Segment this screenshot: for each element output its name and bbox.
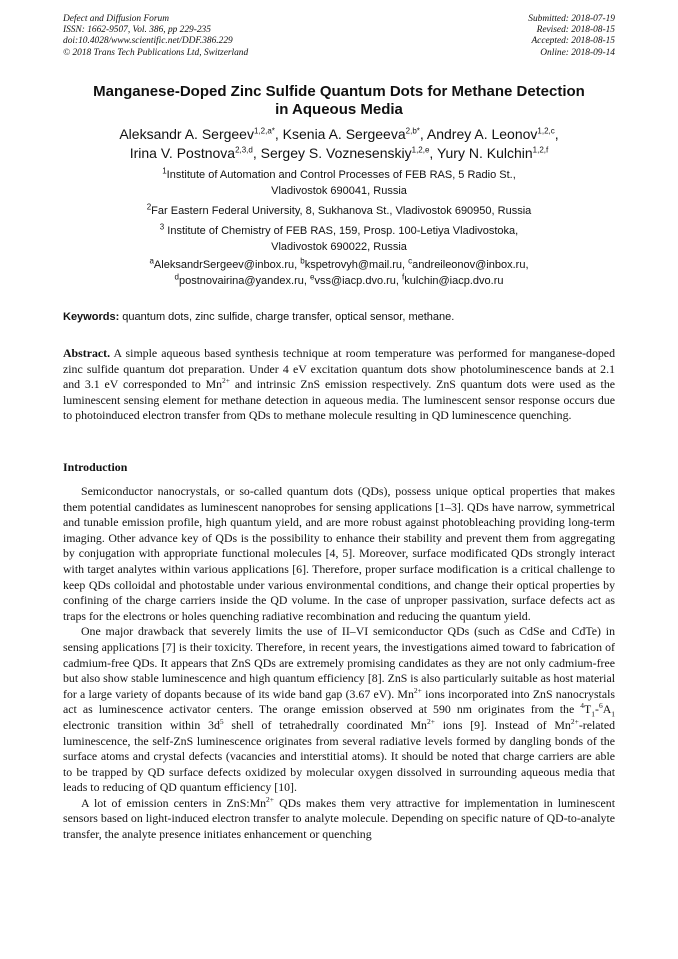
affiliation-1: $^1$Institute of Automation and Control Processes of FEB RAS, 5 Radio St., Vladivostok 690041, Russia [162,166,516,197]
author-name: Ksenia A. Sergeeva [282,126,406,142]
paragraph: One major drawback that severely limits the use of II–VI semiconductor QDs (such as CdSe and CdTe) in sensing applications [7] is their toxicity. Therefore, in recent years, the investigations aimed toward to fabrication of cadmium-free QDs. It appears that ZnS QDs are extremely promising candidates as they are not only cadmium-free but also show stable luminescence and high quantum efficiency [8]. ZnS is also particularly suitable as host material for a large variety of dopants because of its wide band gap (3.67 eV). $Mn^{2+}$ ions incorporated into ZnS nanocrystals act as luminescence activator centers. The orange emission observed at 590 nm originates from the $^4T_1-^6A_1$ electronic transition within $3d^5$ shell of tetrahedrally coordinated $Mn^{2+}$ ions [9]. Instead of $Mn^{2+}$-related luminescence, the self-ZnS luminescence originates from several radiative levels formed by dangling bonds of the surface atoms and crystal defects (vacancies and interstitial atoms). It should be noted that charge carriers are able to be trapped by QD surface defects oxidized by molecular oxygen dissolved in surrounding aqueous media that leads to reducing of QD quantum efficiency [10]. [63,624,616,795]
email-link[interactable]: kulchin@iacp.dvo.ru [404,274,504,287]
email-link[interactable]: andreileonov@inbox.ru, [412,259,529,271]
author-list: Aleksandr A. Sergeev$^{1,2,a*}$, Ksenia A. Sergeeva$^{2,b*}$, Andrey A. Leonov$^{1,2,c}$, Irina V. Postnova$^{2,3,d}$, Sergey S. Voznesenskiy$^{1,2,e}$, Yury N. Kulchin$^{1,2,f}$ [119,126,559,161]
email-link[interactable]: postnovairina@yandex.ru, [178,274,310,287]
header-right [528,14,615,59]
author-name: Andrey A. Leonov [426,126,538,142]
author-name: Yury N. Kulchin [436,145,533,161]
author-affiliation-sup: 2,b* [405,126,420,136]
email-link[interactable]: vss@iacp.dvo.ru, [314,274,403,287]
keywords-label: Keywords: [63,311,120,323]
affiliation-3: $^3$ Institute of Chemistry of FEB RAS, 159, Prosp. 100-Letiya Vladivostoka, Vladivostok 690022, Russia [159,222,519,253]
copyright: © 2018 Trans Tech Publications Ltd, Switzerland [63,47,249,58]
keywords [63,310,615,324]
author-affiliation-sup: 1,2,e [411,145,430,155]
author-affiliation-sup: 2,3,d [235,145,253,155]
author-name: Aleksandr A. Sergeev [119,126,254,142]
accepted-date: Accepted: 2018-08-15 [531,36,615,47]
revised-date: Revised: 2018-08-15 [536,25,615,36]
email-link[interactable]: kspetrovyh@mail.ru, [304,259,409,271]
online-date: Online: 2018-09-14 [540,47,615,58]
header-left [63,14,248,59]
paragraph: Semiconductor nanocrystals, or so-called quantum dots (QDs), possess unique optical properties that makes them potential candidates as luminescent nanoprobes for sensing applications [1–3]. QDs have narrow, symmetrical and tunable emission profile, high quantum yield, and are more robust against photobleaching providing long-term imaging. Other advance key of QDs is the possibility to enhance their stability and prevent them from aggregating by conjugation with appropriate functional molecules [4, 5]. Moreover, surface modificated QDs strongly interact with target analytes within various applications [6]. Therefore, proper surface modification is a critical challenge to keep QDs colloidal and photostable under various environmental conditions, and change their optical properties by confining of the charge carriers inside the QD volume. In the case of unproper passivation, surface defects act as traps for the electrons or holes quenching radiative recombination and reducing the quantum yield. [63,484,615,623]
abstract: Abstract. A simple aqueous based synthesis technique at room temperature was performed for manganese-doped zinc sulfide quantum dot preparation. Under 4 eV excitation quantum dots show photoluminescence bands at 2.1 and 3.1 eV corresponded to $Mn^{2+}$ and intrinsic ZnS emission respectively. ZnS quantum dots were used as the luminescent sensing element for methane detection in aqueous media. The luminescent sensor response occurs due to photoinduced electron transfer from QDs to methane molecule resulting in QD luminescence quenching. [63,346,615,423]
author-affiliation-sup: 1,2,a* [253,126,275,136]
paper-title [63,83,615,119]
submitted-date: Submitted: 2018-07-19 [528,14,615,24]
email-link[interactable]: AleksandrSergeev@inbox.ru, [153,259,301,271]
author-affiliation-sup: 1,2,f [532,145,549,155]
abstract-label: Abstract. [63,346,111,360]
introduction-body [63,484,615,843]
author-affiliation-sup: 1,2,c [537,126,555,136]
keywords-text: quantum dots, zinc sulfide, charge transfer, optical sensor, methane. [119,311,455,323]
doi: doi:10.4028/www.scientific.net/DDF.386.229 [63,36,233,47]
journal-name: Defect and Diffusion Forum [63,14,169,24]
author-emails: $^a$AleksandrSergeev@inbox.ru, $^b$kspetrovyh@mail.ru, $^c$andreileonov@inbox.ru, $^d$postnovairina@yandex.ru, $^e$vss@iacp.dvo.ru, $^f$kulchin@iacp.dvo.ru [149,256,529,287]
author-name: Irina V. Postnova [129,145,236,161]
issn: ISSN: 1662-9507, Vol. 386, pp 229-235 [63,25,211,36]
affiliation-2: $^2$Far Eastern Federal University, 8, Sukhanova St., Vladivostok 690950, Russia [146,202,532,217]
section-heading-introduction: Introduction [63,460,128,474]
paragraph: A lot of emission centers in $ZnS:Mn^{2+}$ QDs makes them very attractive for implementation in luminescent sensors based on light-induced electron transfer to analyte molecule. Depending on specific nature of QD-to-analyte transfer, the analyte presence initiates enhancement or quenching [63,794,615,842]
title-line-1: Manganese-Doped Zinc Sulfide Quantum Dots for Methane Detection [93,83,585,100]
author-name: Sergey S. Voznesenskiy [260,145,412,161]
title-line-2: in Aqueous Media [275,101,403,118]
